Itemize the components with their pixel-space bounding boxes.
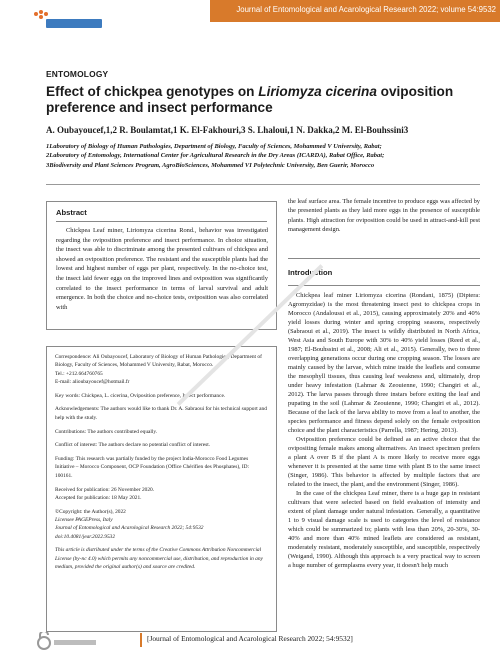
title-text-1: Effect of chickpea genotypes on bbox=[46, 84, 259, 99]
logo-wordmark bbox=[46, 19, 102, 28]
affiliation-3: 3Biodiversity and Plant Sciences Program, AgroBioSciences, Mohammed VI Polytechnic University, Ben Guerir, Morocco bbox=[46, 161, 375, 169]
affiliations bbox=[46, 142, 476, 170]
acknowledgements: Acknowledgements: The authors would like to thank Dr. A. Sabraoui for his technical support and help with the study. bbox=[55, 406, 267, 421]
intro-paragraph: In the case of the chickpea Leaf miner, there is a huge gap in resistant cultivars that were selected based on field evaluation of intensity and extent of plant damage under natural infestation. Generally, a quantitative 1 to 9 visual damage scale is used to categories the level of resistance which could be summarized to; plants with less than 20%, 20-30%, 30-40% and more than 40% mined leaflets are considered as resistant, moderately resistant, moderately susceptible, and susceptible, respectively (Weigand, 1990). Although this approach is a very practical way to screen a huge number of germplasms every year, it doesn't help much bbox=[288, 489, 480, 569]
journal-header-band bbox=[210, 0, 500, 22]
abstract-heading: Abstract bbox=[56, 208, 87, 217]
affiliation-2: 2Laboratory of Entomology, International Center for Agricultural Research in the Dry Areas (ICARDA), Rabat Office, Rabat; bbox=[46, 152, 385, 160]
abstract-box bbox=[46, 201, 277, 330]
copyright-block: ©Copyright: the Author(s), 2022 Licensee PAGEPress, Italy Journal of Entomological and Acarological Research 2022; 54:9532 doi:10.4081/jear.2022.9532 bbox=[55, 508, 204, 540]
intro-paragraph: Oviposition preference could be defined as an active choice that the ovipositing female makes among alternatives. An insect specimen prefers a plant A over B if the plant A is more likely to receive more eggs whenever it is presented at the same time with plant B to the same insect (Singer, 1986). This behavior is affected by multiple factors that are related to the insect, the plant, and the environment (Singer, 1986). bbox=[288, 435, 480, 488]
conflict-of-interest: Conflict of interest: The authors declare no potential conflict of interest. bbox=[55, 442, 211, 449]
correspondence: Correspondence: Ali Oubayoucef, Laboratory of Biology of Human Pathologies, Department of Biology, Faculty of Sciences, Mohammed V University, Rabat, Morocco. Tel.: +212.664760765 E-mail: alioubayoucef@hotmail.fr bbox=[55, 354, 262, 385]
article-title bbox=[46, 84, 466, 116]
abstract-divider bbox=[56, 221, 267, 222]
author-list: A. Oubayoucef,1,2 R. Boulamtat,1 K. El-Fakhouri,3 S. Lhaloui,1 N. Dakka,2 M. El-Bouhssini3 bbox=[46, 125, 409, 135]
intro-paragraph: Chickpea leaf miner Liriomyza cicerina (Rondani, 1875) (Diptera: Agromyzidae) is the most threatening insect pest to chickpea crops in Morocco (Andaloussi et al., 2015), causing approximately 20% and 40% yield losses during winter and spring cropping seasons, respectively (Sabraoui et al., 2019). The insect is wildly distributed in North Africa, West Asia and South Europe with 30% to 40% yield losses (Reed et al., 1987; El-Bouhssini et al., 2008; Ali et al., 2015). Generally, two to three overlapping generations occur during one cropping season. The losses are mainly caused by the larvae, which mine inside the leaflets and consume the mesophyll tissues, thus causing leaf weakness and, ultimately, drop under heavy infestation (Lahmar & Zeouienne, 1990; Changiri et al., 2012). The larva passes through three instars before exiting the leaf and pupating in the soil (Lahmar & Zeouienne, 1990; Changiri et al., 2012). Because of the lack of the larva ability to move from a leaf to another, the species performance and fitness depend solely on the female oviposition choice and the plant characteristics (Parrella, 1987; Hering, 2013). bbox=[288, 292, 480, 434]
pagepress-logo bbox=[34, 10, 104, 32]
title-species: Liriomyza cicerina bbox=[258, 84, 377, 99]
article-info-box bbox=[46, 346, 277, 632]
publication-dates: Received for publication: 26 November 2020. Accepted for publication: 18 May 2021. bbox=[55, 486, 155, 501]
abstract-text: Chickpea Leaf miner, Liriomyza cicerina Rond., behavior was investigated regarding the oviposition preference and insect performance. In choice situation, the insect was able to discriminate among the presented cultivars of chickpea and showed an oviposition preference. The resistant and the susceptible plants had the lowest and highest number of eggs per plant, respectively. In the no-choice test, the insect laid fewer eggs on the improved lines and oviposition was significantly correlated to the insect performance in terms of larval survival and adult emergence. In both the choice and no-choice tests, oviposition was also correlated with bbox=[56, 227, 268, 311]
footer-accent bbox=[140, 633, 142, 647]
introduction-text bbox=[288, 292, 480, 571]
open-access-logo-icon bbox=[34, 632, 104, 652]
journal-header-text: Journal of Entomological and Acarological Research 2022; volume 54:9532 bbox=[236, 5, 496, 14]
contributions: Contributions: The authors contributed equally. bbox=[55, 428, 158, 435]
footer-citation: [Journal of Entomological and Acarological Research 2022; 54:9532] bbox=[147, 634, 353, 643]
funding: Funding: This research was partially funded by the project India-Morocco Food Legumes Initiative – Morocco Component, OCP Foundation (Office Chérifien des Phosphates), ID: 100161. bbox=[55, 456, 250, 479]
license-text: This article is distributed under the terms of the Creative Commons Attribution Noncommercial License (by-nc 4.0) which permits any noncommercial use, distribution, and reproduction in any medium, provided the original author(s) and source are credited. bbox=[55, 547, 263, 570]
header-divider bbox=[46, 184, 480, 185]
introduction-heading: Introduction bbox=[288, 268, 333, 277]
keywords: Key words: Chickpea, L. cicerina, Oviposition preference, Insect performance. bbox=[55, 392, 226, 399]
affiliation-1: 1Laboratory of Biology of Human Pathologies, Department of Biology, Faculty of Sciences, Mohammed V University, Rabat; bbox=[46, 143, 382, 150]
abstract-continuation: the leaf surface area. The female incentive to produce eggs was affected by the presented plants as they laid more eggs in the presence of susceptible plants. High attraction for oviposition could be used in attract-and-kill pest management design. bbox=[288, 198, 480, 233]
section-label: ENTOMOLOGY bbox=[46, 69, 109, 79]
title-text-2: oviposition preference and insect performance bbox=[46, 84, 454, 115]
